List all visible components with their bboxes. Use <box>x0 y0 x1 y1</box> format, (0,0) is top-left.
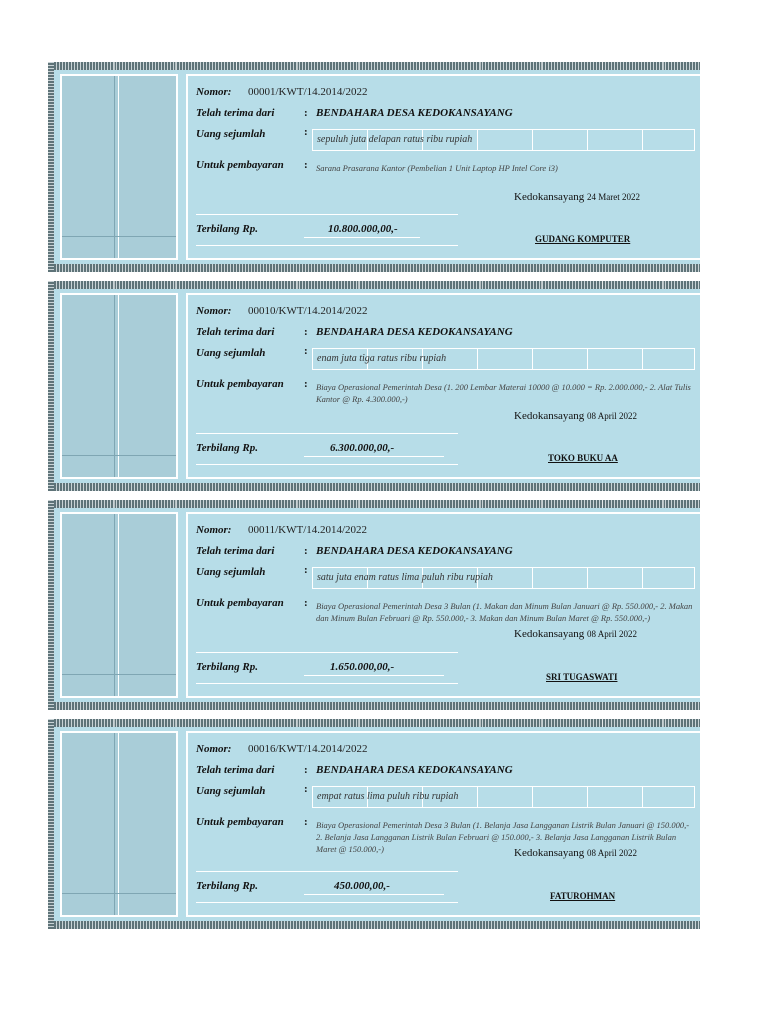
receipt-border-left <box>48 62 54 272</box>
place: Kedokansayang <box>514 410 585 422</box>
from-label: Telah terima dari <box>196 545 275 557</box>
receipt-2 <box>48 281 700 491</box>
terbilang-label: Terbilang Rp. <box>196 661 258 673</box>
purpose-label: Untuk pembayaran <box>196 597 284 609</box>
payment-purpose: Biaya Operasional Pemerintah Desa 3 Bulan (1. Makan dan Minum Bulan Januari @ Rp. 550.000,- 2. Makan dan Minum Bulan Februari @ Rp. 550.000,- 3. Makan dan Minum Bulan Maret @ Rp. 550.000,-) <box>316 601 693 623</box>
colon: : <box>304 326 308 338</box>
date: 08 April 2022 <box>587 629 638 639</box>
colon: : <box>304 564 308 576</box>
receipt-stub <box>60 512 178 698</box>
receipt-1 <box>48 62 700 272</box>
purpose-label: Untuk pembayaran <box>196 159 284 171</box>
amount-value: 10.800.000,00,- <box>328 223 398 235</box>
amount-value: 450.000,00,- <box>334 880 390 892</box>
receipt-3 <box>48 500 700 710</box>
receipt-border-left <box>48 500 54 710</box>
receipt-number: 00011/KWT/14.2014/2022 <box>248 524 368 536</box>
amount-in-words: satu juta enam ratus lima puluh ribu rupiah <box>317 572 493 583</box>
colon: : <box>304 159 308 171</box>
receipt-stub <box>60 731 178 917</box>
colon: : <box>304 378 308 390</box>
payment-purpose: Biaya Operasional Pemerintah Desa 3 Bulan (1. Belanja Jasa Langganan Listrik Bulan Januari @ 150.000,- 2. Belanja Jasa Langganan Listrik Bulan Februari @ 150.000,- 3. Belanja Jasa Langganan Listrik Bulan Maret @ 150.000,-) <box>316 820 690 854</box>
payment-purpose: Biaya Operasional Pemerintah Desa (1. 200 Lembar Materai 10000 @ 10.000 = Rp. 2.000.000,- 2. Alat Tulis Kantor @ Rp. 4.300.000,-) <box>316 382 691 404</box>
colon: : <box>304 597 308 609</box>
colon: : <box>304 783 308 795</box>
date: 08 April 2022 <box>587 848 638 858</box>
amount-words-label: Uang sejumlah <box>196 785 266 797</box>
receipt-body <box>186 74 700 260</box>
amount-words-box <box>312 786 695 808</box>
receipt-border-bottom <box>48 264 700 272</box>
from-label: Telah terima dari <box>196 107 275 119</box>
place-date <box>514 847 637 859</box>
payer-name: BENDAHARA DESA KEDOKANSAYANG <box>316 545 513 557</box>
colon: : <box>304 545 308 557</box>
amount-in-words: empat ratus lima puluh ribu rupiah <box>317 791 459 802</box>
nomor-label: Nomor: <box>196 524 232 536</box>
amount-words-box <box>312 129 695 151</box>
amount-value: 6.300.000,00,- <box>330 442 395 454</box>
purpose-label: Untuk pembayaran <box>196 378 284 390</box>
amount-words-box <box>312 348 695 370</box>
receipt-stub <box>60 74 178 260</box>
amount-words-box <box>312 567 695 589</box>
amount-words-label: Uang sejumlah <box>196 128 266 140</box>
receipt-body <box>186 293 700 479</box>
amount-words-label: Uang sejumlah <box>196 566 266 578</box>
date: 24 Maret 2022 <box>587 192 641 202</box>
payer-name: BENDAHARA DESA KEDOKANSAYANG <box>316 764 513 776</box>
amount-in-words: sepuluh juta delapan ratus ribu rupiah <box>317 134 473 145</box>
receipt-4 <box>48 719 700 929</box>
receipt-body <box>186 512 700 698</box>
terbilang-label: Terbilang Rp. <box>196 223 258 235</box>
colon: : <box>304 764 308 776</box>
receipt-border-bottom <box>48 483 700 491</box>
colon: : <box>304 816 308 828</box>
amount-words-label: Uang sejumlah <box>196 347 266 359</box>
receipt-border-bottom <box>48 702 700 710</box>
amount-value: 1.650.000,00,- <box>330 661 395 673</box>
receipt-number: 00001/KWT/14.2014/2022 <box>248 86 368 98</box>
colon: : <box>304 126 308 138</box>
payment-purpose: Sarana Prasarana Kantor (Pembelian 1 Unit Laptop HP Intel Core i3) <box>316 163 558 173</box>
receipt-border-bottom <box>48 921 700 929</box>
signer-name: FATUROHMAN <box>550 891 616 901</box>
place-date <box>514 628 637 640</box>
date: 08 April 2022 <box>587 411 638 421</box>
terbilang-label: Terbilang Rp. <box>196 442 258 454</box>
signer-name: GUDANG KOMPUTER <box>535 234 631 244</box>
nomor-label: Nomor: <box>196 305 232 317</box>
receipt-number: 00010/KWT/14.2014/2022 <box>248 305 368 317</box>
nomor-label: Nomor: <box>196 86 232 98</box>
place: Kedokansayang <box>514 191 585 203</box>
payer-name: BENDAHARA DESA KEDOKANSAYANG <box>316 326 513 338</box>
from-label: Telah terima dari <box>196 764 275 776</box>
amount-in-words: enam juta tiga ratus ribu rupiah <box>317 353 447 364</box>
place-date <box>514 410 637 422</box>
receipt-number: 00016/KWT/14.2014/2022 <box>248 743 368 755</box>
receipt-border-left <box>48 281 54 491</box>
colon: : <box>304 107 308 119</box>
payer-name: BENDAHARA DESA KEDOKANSAYANG <box>316 107 513 119</box>
nomor-label: Nomor: <box>196 743 232 755</box>
signer-name: SRI TUGASWATI <box>546 672 618 682</box>
receipt-stub <box>60 293 178 479</box>
receipt-body <box>186 731 700 917</box>
terbilang-label: Terbilang Rp. <box>196 880 258 892</box>
receipt-border-left <box>48 719 54 929</box>
purpose-label: Untuk pembayaran <box>196 816 284 828</box>
place-date <box>514 191 640 203</box>
signer-name: TOKO BUKU AA <box>548 453 618 463</box>
place: Kedokansayang <box>514 628 585 640</box>
colon: : <box>304 345 308 357</box>
place: Kedokansayang <box>514 847 585 859</box>
from-label: Telah terima dari <box>196 326 275 338</box>
